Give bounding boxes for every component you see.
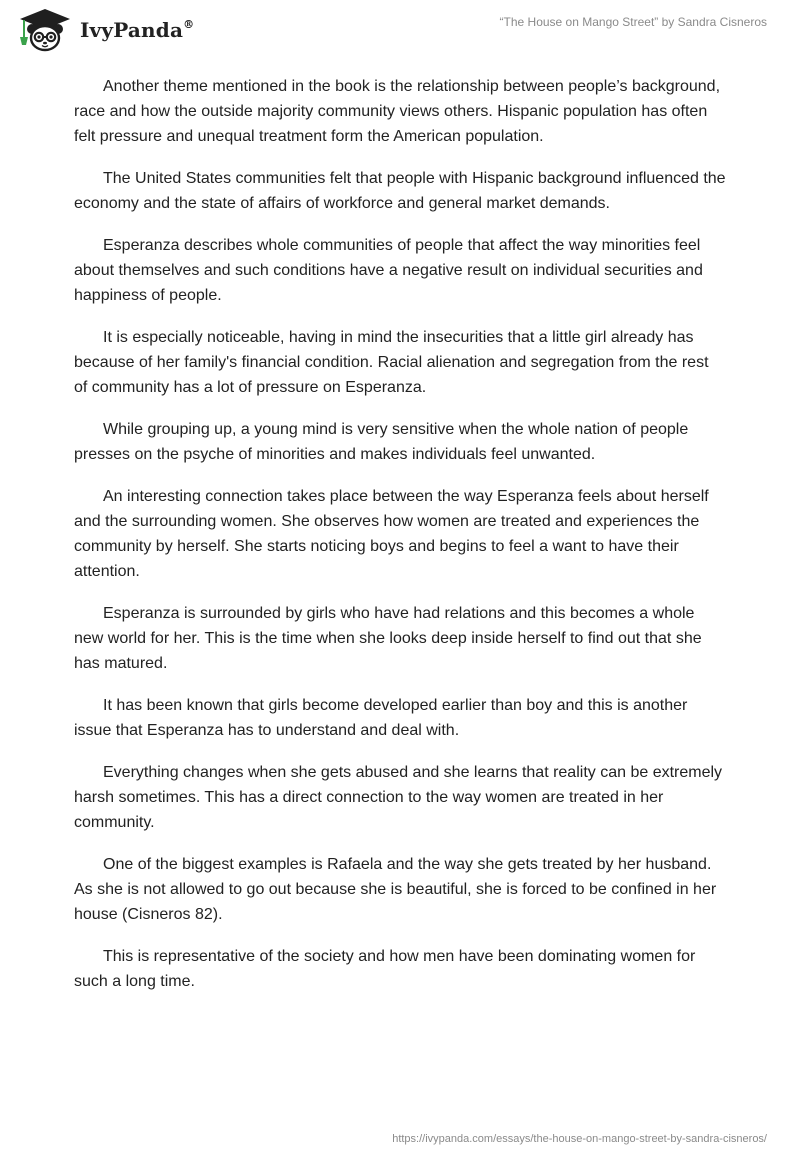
paragraph: Another theme mentioned in the book is the relationship between people’s background, race and how the outside majority community views others. Hispanic population has often felt pressure and unequal treatment form the American population. — [74, 78, 721, 145]
paragraph: This is representative of the society and how men have been dominating women for such a long time. — [74, 948, 696, 990]
paragraph: The United States communities felt that people with Hispanic background influenced the economy and the state of affairs of workforce and general market demands. — [74, 170, 726, 212]
source-url-link[interactable]: https://ivypanda.com/essays/the-house-on-mango-street-by-sandra-cisneros/ — [392, 1133, 767, 1145]
paragraph: Esperanza is surrounded by girls who have had relations and this becomes a whole new world for her. This is the time when she looks deep inside herself to find out that she has matured. — [74, 605, 702, 672]
paragraph: It has been known that girls become developed earlier than boy and this is another issue that Esperanza has to understand and deal with. — [74, 697, 688, 739]
brand-name: IvyPanda® — [80, 18, 195, 42]
paragraph: Everything changes when she gets abused and she learns that reality can be extremely harsh sometimes. This has a direct connection to the way women are treated in her community. — [74, 764, 723, 831]
document-title: “The House on Mango Street” by Sandra Cisneros — [499, 15, 767, 29]
paragraph: While grouping up, a young mind is very sensitive when the whole nation of people presses on the psyche of minorities and makes individuals feel unwanted. — [74, 421, 689, 463]
paragraph: Esperanza describes whole communities of people that affect the way minorities feel about themselves and such conditions have a negative result on individual securities and happiness of people. — [74, 237, 703, 304]
essay-body — [74, 74, 726, 1011]
paragraph: It is especially noticeable, having in mind the insecurities that a little girl already has because of her family's financial condition. Racial alienation and segregation from the rest of community has a lot of pressure on Esperanza. — [74, 329, 709, 396]
panda-graduate-icon — [14, 7, 76, 53]
paragraph: An interesting connection takes place between the way Esperanza feels about herself and the surrounding women. She observes how women are treated and experiences the community by herself. She starts noticing boys and begins to feel a want to have their attention. — [74, 488, 709, 580]
paragraph: One of the biggest examples is Rafaela and the way she gets treated by her husband. As she is not allowed to go out because she is beautiful, she is forced to be confined in her house (Cisneros 82). — [74, 856, 717, 923]
page-header — [0, 0, 800, 60]
brand-logo[interactable] — [14, 7, 194, 53]
